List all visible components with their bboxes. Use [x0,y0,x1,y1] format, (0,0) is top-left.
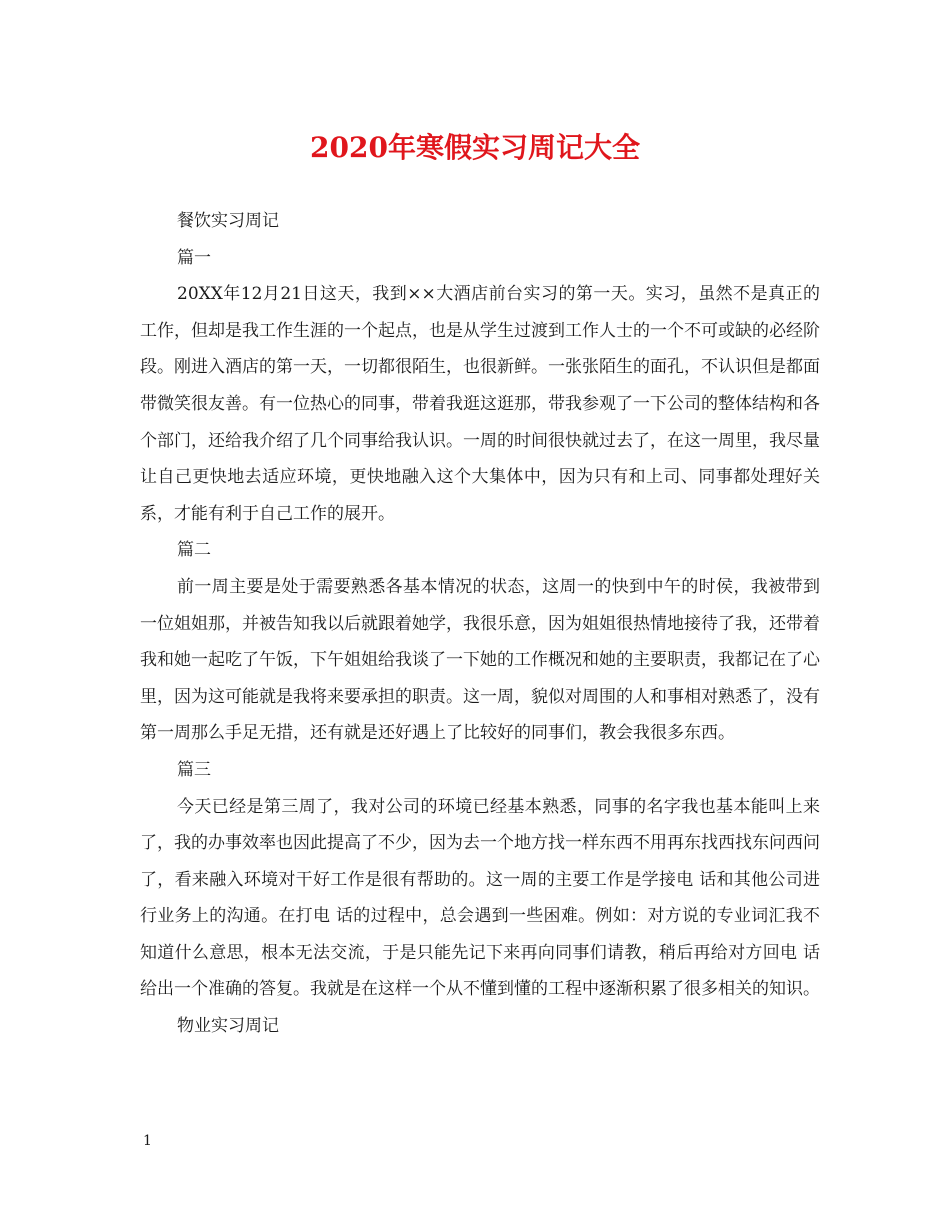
section-heading-property: 物业实习周记 [177,1016,279,1037]
part-label-3: 篇三 [177,759,211,780]
paragraph-2: 前一周主要是处于需要熟悉各基本情况的状态，这周一的快到中午的时侯，我被带到一位姐姐那，并被告知我以后就跟着她学，我很乐意，因为姐姐很热情地接待了我，还带着我和她一起吃了午饭，下午姐姐给我谈了一下她的工作概况和她的主要职责，我都记在了心里，因为这可能就是我将来要承担的职责。这一周，貌似对周围的人和事相对熟悉了，没有第一周那么手足无措，还有就是还好遇上了比较好的同事们，教会我很多东西。 [140,576,820,744]
paragraph-3: 今天已经是第三周了，我对公司的环境已经基本熟悉，同事的名字我也基本能叫上来了，我的办事效率也因此提高了不少，因为去一个地方找一样东西不用再东找西找东问西问了，看来融入环境对干好工作是很有帮助的。这一周的主要工作是学接电 话和其他公司进行业务上的沟通。在打电 话的过程中，总会遇到一些困难。例如：对方说的专业词汇我不知道什么意思，根本无法交流，于是只能先记下来再向同事们请教，稍后再给对方回电 话给出一个准确的答复。我就是在这样一个从不懂到懂的工程中逐渐积累了很多相关的知识。 [140,796,820,1000]
part-label-2: 篇二 [177,540,211,561]
page-number: 1 [143,1133,152,1149]
paragraph-1: 20XX年12月21日这天，我到××大酒店前台实习的第一天。实习，虽然不是真正的工作，但却是我工作生涯的一个起点，也是从学生过渡到工作人士的一个不可或缺的必经阶段。刚进入酒店的第一天，一切都很陌生，也很新鲜。一张张陌生的面孔，不认识但是都面带微笑很友善。有一位热心的同事，带着我逛这逛那，带我参观了一下公司的整体结构和各个部门，还给我介绍了几个同事给我认识。一周的时间很快就过去了，在这一周里，我尽量让自己更快地去适应环境，更快地融入这个大集体中，因为只有和上司、同事都处理好关系，才能有利于自己工作的展开。 [140,284,820,524]
document-body [140,203,820,1045]
document-title: 2020年寒假实习周记大全 [310,131,640,164]
section-heading-catering: 餐饮实习周记 [177,211,279,231]
part-label-1: 篇一 [177,247,211,268]
